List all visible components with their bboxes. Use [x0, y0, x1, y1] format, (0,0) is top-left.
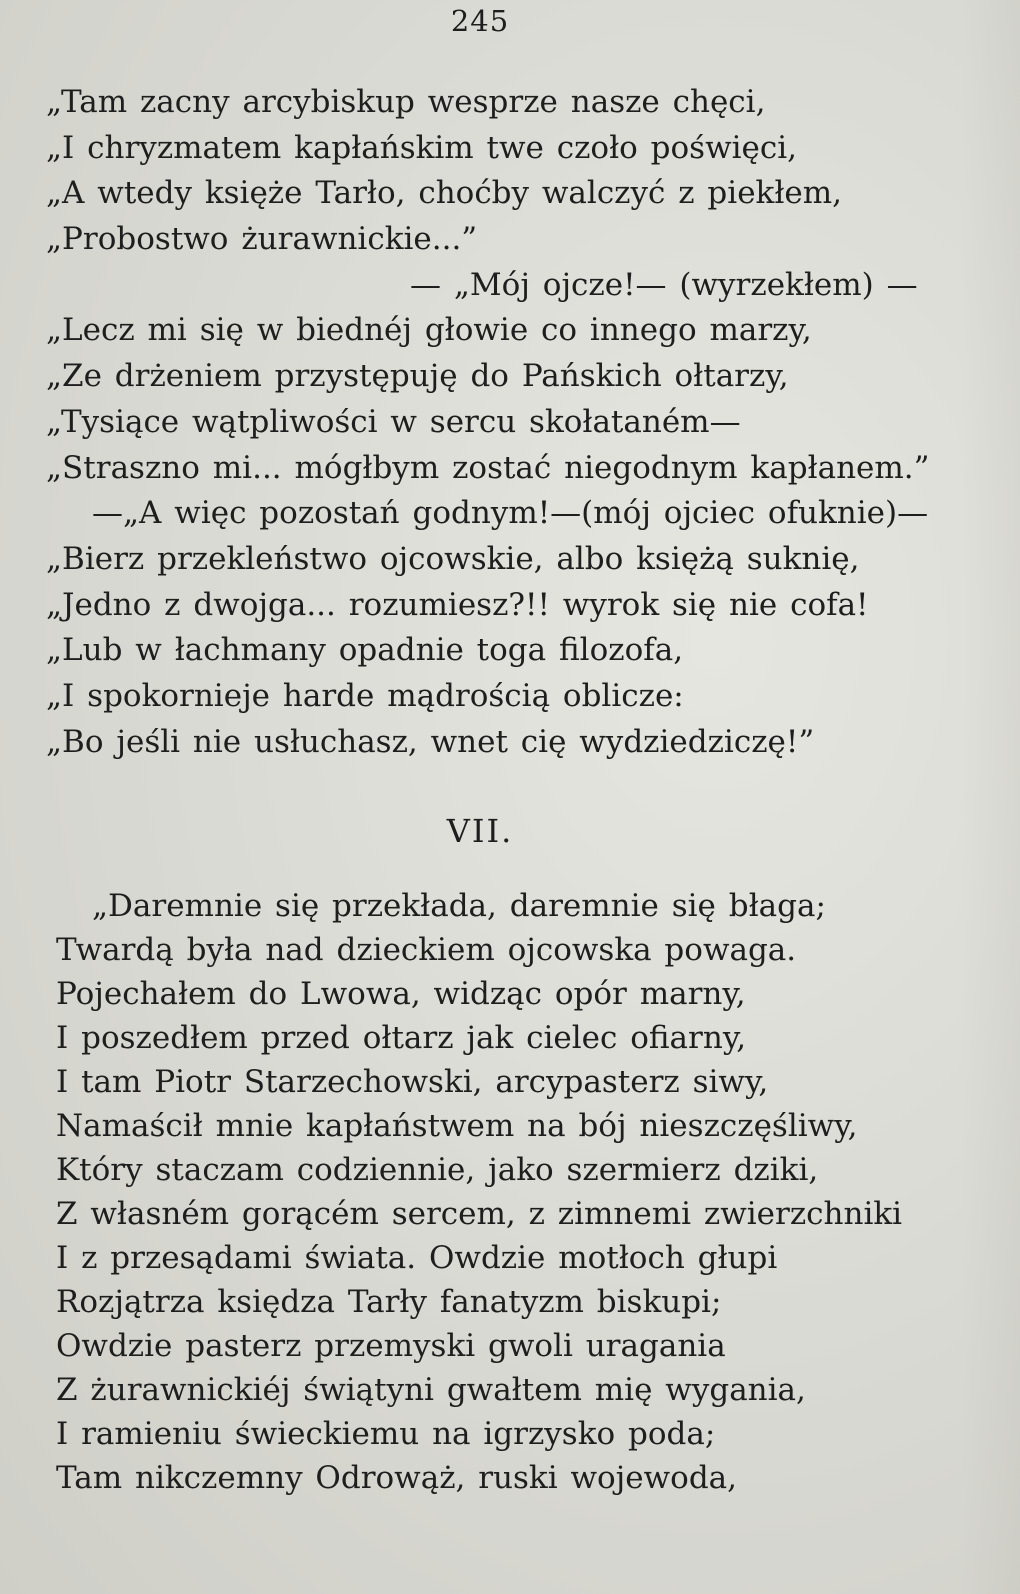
stanza-2 — [0, 884, 1000, 1500]
verse-line: Z żurawnickiéj świątyni gwałtem mię wygania, — [56, 1372, 806, 1408]
verse-line: „I chryzmatem kapłańskim twe czoło poświęci, — [46, 129, 798, 166]
verse-line: I z przesądami świata. Owdzie motłoch głupi — [56, 1240, 778, 1276]
verse-line: „Straszno mi... mógłbym zostać niegodnym kapłanem.” — [46, 449, 930, 486]
verse-line: „Lecz mi się w biednéj głowie co innego marzy, — [46, 312, 812, 349]
verse-line: „Bierz przekleństwo ojcowskie, albo księżą suknię, — [46, 540, 860, 577]
verse-line: Namaścił mnie kapłaństwem na bój nieszczęśliwy, — [56, 1108, 858, 1144]
verse-line: —„A więc pozostań godnym!—(mój ojciec ofuknie)— — [92, 495, 929, 532]
page-number: 245 — [450, 4, 510, 38]
verse-line: „Bo jeśli nie usłuchasz, wnet cię wydziedziczę!” — [46, 723, 815, 760]
verse-line: — „Mój ojcze!— (wyrzekłem) — — [410, 266, 918, 303]
verse-line: „Ze drżeniem przystępuję do Pańskich ołtarzy, — [46, 358, 789, 395]
verse-line: I ramieniu świeckiemu na igrzysko poda; — [56, 1416, 716, 1452]
stanza-1 — [0, 80, 1000, 765]
verse-line: Pojechałem do Lwowa, widząc opór marny, — [56, 976, 746, 1012]
verse-line: Tam nikczemny Odrowąż, ruski wojewoda, — [56, 1460, 738, 1496]
verse-line: I tam Piotr Starzechowski, arcypasterz siwy, — [56, 1064, 769, 1100]
verse-line: „I spokornieje harde mądrością oblicze: — [46, 677, 684, 714]
verse-line: „Jedno z dwojga... rozumiesz?!! wyrok się nie cofa! — [46, 586, 869, 623]
verse-line: „Lub w łachmany opadnie toga filozofa, — [46, 632, 684, 669]
section-heading: VII. — [446, 812, 514, 850]
verse-line: „Tam zacny arcybiskup wesprze nasze chęci, — [46, 84, 766, 120]
verse-line: I poszedłem przed ołtarz jak cielec ofiarny, — [56, 1020, 747, 1056]
verse-line: „Probostwo żurawnickie...” — [46, 221, 478, 258]
verse-line: Który staczam codziennie, jako szermierz dziki, — [56, 1152, 819, 1188]
verse-line: Owdzie pasterz przemyski gwoli uragania — [56, 1328, 726, 1364]
verse-line: Z własném gorącém sercem, z zimnemi zwierzchniki — [56, 1196, 903, 1232]
verse-line: „A wtedy księże Tarło, choćby walczyć z piekłem, — [46, 175, 842, 212]
verse-line: Rozjątrza księdza Tarły fanatyzm biskupi; — [56, 1284, 722, 1320]
verse-line: Twardą była nad dzieckiem ojcowska powaga. — [56, 932, 797, 968]
verse-line: „Tysiące wątpliwości w sercu skołataném— — [46, 403, 741, 440]
verse-line: „Daremnie się przekłada, daremnie się błaga; — [92, 888, 826, 924]
